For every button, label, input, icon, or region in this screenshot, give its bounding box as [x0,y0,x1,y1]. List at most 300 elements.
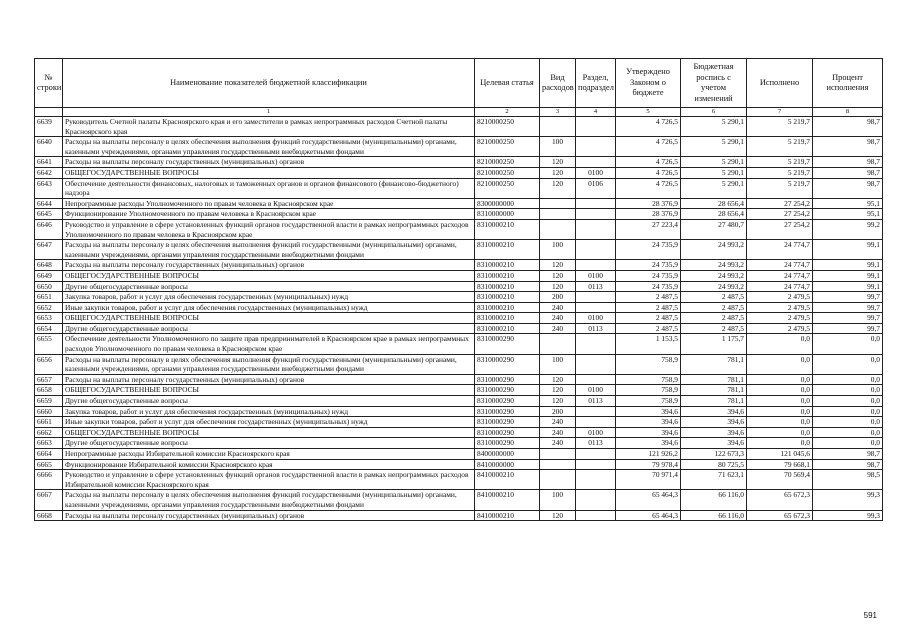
cell-name: Расходы на выплаты персоналу в целях обеспечения выполнения функций государственными (муниципальными) органами, казенными учреждениями, органами управления государственными внебюджетными фондами [63,137,475,157]
cell-executed: 5 219,7 [747,178,813,198]
cell-expense-type: 240 [540,417,576,428]
cell-expense-type: 100 [540,240,576,260]
cell-executed: 0,0 [747,374,813,385]
cell-expense-type [540,198,576,209]
cell-name: Обеспечение деятельности финансовых, налоговых и таможенных органов и органов финансового (финансово-бюджетного) надзора [63,178,475,198]
cell-row-number: 6642 [35,167,63,178]
cell-target-article: 8410000210 [475,510,540,521]
col-header-budget-schedule: Бюджетная роспись с учетом изменений [681,59,747,108]
cell-budget-schedule: 71 623,1 [681,470,747,490]
cell-name: Непрограммные расходы Уполномоченного по правам человека в Красноярском крае [63,198,475,209]
cell-executed: 24 774,7 [747,260,813,271]
cell-section: 0106 [576,178,616,198]
col-number: 1 [63,108,475,117]
cell-approved: 394,6 [616,438,681,449]
cell-budget-schedule: 80 725,5 [681,459,747,470]
cell-percent: 0,0 [813,385,883,396]
cell-percent: 0,0 [813,406,883,417]
cell-section [576,260,616,271]
cell-row-number: 6651 [35,292,63,303]
cell-percent: 0,0 [813,354,883,374]
cell-row-number: 6646 [35,219,63,239]
table-row [35,302,883,313]
cell-target-article: 8310000290 [475,334,540,354]
col-number: 7 [747,108,813,117]
col-header-percent: Процент исполнения [813,59,883,108]
cell-executed: 0,0 [747,417,813,428]
cell-budget-schedule: 24 993,2 [681,260,747,271]
cell-expense-type: 240 [540,302,576,313]
cell-percent: 98,7 [813,117,883,137]
cell-section [576,417,616,428]
cell-row-number: 6656 [35,354,63,374]
cell-target-article: 8210000250 [475,137,540,157]
cell-approved: 2 487,5 [616,323,681,334]
cell-budget-schedule: 2 487,5 [681,323,747,334]
cell-expense-type: 120 [540,396,576,407]
cell-target-article: 8310000290 [475,385,540,396]
cell-name: Руководство и управление в сфере установленных функций органов государственной власти в рамках непрограммных расходов Избирательной комиссии Красноярского края [63,470,475,490]
cell-budget-schedule: 122 673,3 [681,449,747,460]
cell-target-article: 8310000290 [475,406,540,417]
table-row [35,406,883,417]
table-row [35,396,883,407]
cell-target-article: 8400000000 [475,449,540,460]
cell-percent: 99,7 [813,302,883,313]
cell-executed: 65 672,3 [747,490,813,510]
table-row [35,449,883,460]
cell-expense-type: 240 [540,438,576,449]
cell-name: Расходы на выплаты персоналу государственных (муниципальных) органов [63,157,475,168]
table-row [35,219,883,239]
cell-percent: 99,3 [813,490,883,510]
cell-name: ОБЩЕГОСУДАРСТВЕННЫЕ ВОПРОСЫ [63,427,475,438]
cell-name: Непрограммные расходы Избирательной комиссии Красноярского края [63,449,475,460]
cell-executed: 24 774,7 [747,281,813,292]
cell-budget-schedule: 28 656,4 [681,198,747,209]
cell-name: Иные закупки товаров, работ и услуг для обеспечения государственных (муниципальных) нужд [63,417,475,428]
column-number-row [35,108,883,117]
cell-approved: 24 735,9 [616,260,681,271]
col-header-expense-type: Вид расходов [540,59,576,108]
cell-budget-schedule: 394,6 [681,427,747,438]
cell-section: 0113 [576,281,616,292]
cell-approved: 28 376,9 [616,198,681,209]
table-row [35,178,883,198]
cell-percent: 98,7 [813,167,883,178]
cell-expense-type: 100 [540,490,576,510]
cell-section: 0100 [576,270,616,281]
cell-expense-type [540,117,576,137]
col-number: 3 [540,108,576,117]
table-row [35,510,883,521]
cell-row-number: 6653 [35,313,63,324]
cell-target-article: 8310000210 [475,292,540,303]
cell-section [576,470,616,490]
table-row [35,313,883,324]
cell-approved: 758,9 [616,354,681,374]
cell-budget-schedule: 28 656,4 [681,209,747,220]
col-number [35,108,63,117]
cell-section [576,449,616,460]
cell-approved: 394,6 [616,406,681,417]
cell-expense-type: 240 [540,323,576,334]
cell-executed: 5 219,7 [747,137,813,157]
cell-approved: 4 726,5 [616,157,681,168]
cell-target-article: 8310000210 [475,240,540,260]
cell-percent: 98,7 [813,178,883,198]
cell-row-number: 6648 [35,260,63,271]
cell-name: Другие общегосударственные вопросы [63,323,475,334]
cell-expense-type: 120 [540,385,576,396]
cell-expense-type: 120 [540,260,576,271]
cell-expense-type: 120 [540,178,576,198]
cell-section [576,137,616,157]
cell-expense-type [540,449,576,460]
table-row [35,281,883,292]
cell-section: 0100 [576,427,616,438]
cell-percent: 0,0 [813,417,883,428]
cell-executed: 0,0 [747,427,813,438]
cell-target-article: 8310000210 [475,323,540,334]
table-row [35,260,883,271]
cell-budget-schedule: 2 487,5 [681,313,747,324]
cell-budget-schedule: 5 290,1 [681,178,747,198]
cell-executed: 24 774,7 [747,270,813,281]
cell-expense-type [540,209,576,220]
table-row [35,240,883,260]
cell-name: Расходы на выплаты персоналу государственных (муниципальных) органов [63,374,475,385]
cell-budget-schedule: 27 480,7 [681,219,747,239]
col-header-section: Раздел, подраздел [576,59,616,108]
cell-section [576,374,616,385]
cell-name: Закупка товаров, работ и услуг для обеспечения государственных (муниципальных) нужд [63,292,475,303]
cell-approved: 4 726,5 [616,137,681,157]
cell-name: Другие общегосударственные вопросы [63,281,475,292]
cell-section [576,209,616,220]
cell-name: Расходы на выплаты персоналу в целях обеспечения выполнения функций государственными (муниципальными) органами, казенными учреждениями, органами управления государственными внебюджетными фондами [63,240,475,260]
cell-expense-type: 100 [540,354,576,374]
cell-percent: 98,7 [813,137,883,157]
cell-executed: 65 672,3 [747,510,813,521]
table-row [35,374,883,385]
cell-expense-type [540,219,576,239]
cell-target-article: 8310000210 [475,281,540,292]
table-row [35,167,883,178]
cell-budget-schedule: 394,6 [681,406,747,417]
cell-section: 0100 [576,313,616,324]
col-header-executed: Исполнено [747,59,813,108]
cell-approved: 2 487,5 [616,302,681,313]
cell-target-article: 8410000210 [475,470,540,490]
cell-approved: 28 376,9 [616,209,681,220]
cell-section: 0113 [576,396,616,407]
cell-name: Другие общегосударственные вопросы [63,396,475,407]
cell-section: 0113 [576,323,616,334]
cell-percent: 98,7 [813,157,883,168]
cell-expense-type: 120 [540,510,576,521]
table-row [35,334,883,354]
cell-budget-schedule: 66 116,0 [681,510,747,521]
cell-section [576,302,616,313]
table-row [35,470,883,490]
cell-percent: 0,0 [813,334,883,354]
cell-name: Функционирование Избирательной комиссии Красноярского края [63,459,475,470]
cell-section [576,354,616,374]
cell-section [576,198,616,209]
cell-name: ОБЩЕГОСУДАРСТВЕННЫЕ ВОПРОСЫ [63,270,475,281]
cell-approved: 758,9 [616,374,681,385]
cell-budget-schedule: 5 290,1 [681,137,747,157]
cell-section: 0113 [576,438,616,449]
table-row [35,157,883,168]
cell-approved: 27 223,4 [616,219,681,239]
cell-target-article: 8210000250 [475,157,540,168]
cell-percent: 99,7 [813,292,883,303]
cell-section [576,490,616,510]
cell-row-number: 6664 [35,449,63,460]
budget-table [34,58,883,521]
cell-target-article: 8310000290 [475,374,540,385]
cell-section: 0100 [576,385,616,396]
cell-row-number: 6641 [35,157,63,168]
cell-row-number: 6652 [35,302,63,313]
cell-budget-schedule: 24 993,2 [681,240,747,260]
cell-approved: 4 726,5 [616,178,681,198]
cell-section [576,157,616,168]
cell-budget-schedule: 5 290,1 [681,157,747,168]
cell-expense-type: 200 [540,292,576,303]
cell-executed: 5 219,7 [747,167,813,178]
cell-percent: 99,7 [813,313,883,324]
cell-executed: 2 479,5 [747,292,813,303]
cell-expense-type [540,334,576,354]
cell-executed: 27 254,2 [747,219,813,239]
cell-target-article: 8310000210 [475,270,540,281]
cell-name: Руководство и управление в сфере установленных функций органов государственной власти в рамках непрограммных расходов Уполномоченного по правам человека в Красноярском крае [63,219,475,239]
cell-row-number: 6640 [35,137,63,157]
col-number: 4 [576,108,616,117]
col-number: 5 [616,108,681,117]
table-row [35,385,883,396]
cell-row-number: 6667 [35,490,63,510]
cell-approved: 65 464,3 [616,510,681,521]
cell-expense-type: 200 [540,406,576,417]
cell-approved: 65 464,3 [616,490,681,510]
cell-row-number: 6668 [35,510,63,521]
cell-executed: 0,0 [747,385,813,396]
cell-executed: 2 479,5 [747,302,813,313]
cell-budget-schedule: 2 487,5 [681,302,747,313]
table-row [35,427,883,438]
cell-row-number: 6639 [35,117,63,137]
cell-row-number: 6654 [35,323,63,334]
cell-row-number: 6663 [35,438,63,449]
cell-target-article: 8300000000 [475,198,540,209]
cell-target-article: 8310000210 [475,302,540,313]
table-row [35,137,883,157]
cell-name: Обеспечение деятельности Уполномоченного по защите прав предпринимателей в Красноярском крае в рамках непрограммных расходов Уполномоченного по правам человека в Красноярском крае [63,334,475,354]
cell-target-article: 8310000290 [475,417,540,428]
cell-approved: 2 487,5 [616,313,681,324]
cell-row-number: 6647 [35,240,63,260]
cell-target-article: 8410000210 [475,490,540,510]
cell-executed: 0,0 [747,396,813,407]
cell-percent: 99,2 [813,219,883,239]
cell-name: Другие общегосударственные вопросы [63,438,475,449]
cell-name: Расходы на выплаты персоналу государственных (муниципальных) органов [63,260,475,271]
cell-percent: 99,1 [813,281,883,292]
cell-executed: 70 569,4 [747,470,813,490]
cell-executed: 0,0 [747,354,813,374]
col-number: 8 [813,108,883,117]
cell-percent: 99,1 [813,260,883,271]
cell-target-article: 8210000250 [475,167,540,178]
cell-approved: 394,6 [616,417,681,428]
col-header-approved: Утверждено Законом о бюджете [616,59,681,108]
cell-section [576,219,616,239]
cell-percent: 99,1 [813,270,883,281]
cell-target-article: 8310000290 [475,427,540,438]
cell-executed: 5 219,7 [747,117,813,137]
cell-executed: 0,0 [747,334,813,354]
cell-target-article: 8210000250 [475,178,540,198]
cell-approved: 758,9 [616,396,681,407]
cell-percent: 95,1 [813,209,883,220]
cell-row-number: 6649 [35,270,63,281]
col-number: 2 [475,108,540,117]
cell-budget-schedule: 394,6 [681,438,747,449]
table-row [35,198,883,209]
cell-percent: 99,1 [813,240,883,260]
cell-budget-schedule: 5 290,1 [681,117,747,137]
cell-target-article: 8310000000 [475,209,540,220]
cell-name: Расходы на выплаты персоналу в целях обеспечения выполнения функций государственными (муниципальными) органами, казенными учреждениями, органами управления государственными внебюджетными фондами [63,354,475,374]
cell-budget-schedule: 24 993,2 [681,270,747,281]
cell-percent: 0,0 [813,438,883,449]
cell-approved: 70 971,4 [616,470,681,490]
cell-percent: 99,3 [813,510,883,521]
cell-budget-schedule: 781,1 [681,385,747,396]
cell-target-article: 8210000250 [475,117,540,137]
cell-name: ОБЩЕГОСУДАРСТВЕННЫЕ ВОПРОСЫ [63,385,475,396]
cell-row-number: 6657 [35,374,63,385]
cell-budget-schedule: 5 290,1 [681,167,747,178]
cell-approved: 1 153,5 [616,334,681,354]
cell-name: ОБЩЕГОСУДАРСТВЕННЫЕ ВОПРОСЫ [63,313,475,324]
cell-executed: 0,0 [747,406,813,417]
page-number: 591 [863,611,877,620]
cell-percent: 98,7 [813,459,883,470]
cell-budget-schedule: 24 993,2 [681,281,747,292]
cell-executed: 2 479,5 [747,313,813,324]
cell-percent: 0,0 [813,427,883,438]
cell-row-number: 6650 [35,281,63,292]
cell-row-number: 6659 [35,396,63,407]
cell-target-article: 8310000210 [475,313,540,324]
cell-expense-type: 120 [540,167,576,178]
cell-executed: 79 668,1 [747,459,813,470]
cell-target-article: 8310000210 [475,219,540,239]
cell-target-article: 8310000290 [475,354,540,374]
cell-row-number: 6665 [35,459,63,470]
cell-percent: 95,1 [813,198,883,209]
cell-budget-schedule: 66 116,0 [681,490,747,510]
cell-budget-schedule: 394,6 [681,417,747,428]
cell-name: Иные закупки товаров, работ и услуг для обеспечения государственных (муниципальных) нужд [63,302,475,313]
cell-executed: 24 774,7 [747,240,813,260]
cell-approved: 24 735,9 [616,240,681,260]
cell-name: Закупка товаров, работ и услуг для обеспечения государственных (муниципальных) нужд [63,406,475,417]
table-row [35,323,883,334]
cell-section: 0100 [576,167,616,178]
cell-row-number: 6645 [35,209,63,220]
cell-executed: 0,0 [747,438,813,449]
cell-approved: 4 726,5 [616,167,681,178]
cell-row-number: 6661 [35,417,63,428]
cell-expense-type [540,459,576,470]
cell-expense-type: 120 [540,270,576,281]
cell-percent: 0,0 [813,396,883,407]
cell-approved: 394,6 [616,427,681,438]
cell-budget-schedule: 781,1 [681,354,747,374]
cell-name: Расходы на выплаты персоналу государственных (муниципальных) органов [63,510,475,521]
table-row [35,117,883,137]
cell-budget-schedule: 2 487,5 [681,292,747,303]
cell-section [576,406,616,417]
cell-executed: 5 219,7 [747,157,813,168]
cell-name: Руководитель Счетной палаты Красноярского края и его заместители в рамках непрограммных расходов Счетной палаты Красноярского края [63,117,475,137]
cell-approved: 79 978,4 [616,459,681,470]
cell-expense-type: 240 [540,313,576,324]
cell-expense-type: 120 [540,157,576,168]
cell-section [576,292,616,303]
budget-report-sheet [34,58,883,521]
cell-approved: 4 726,5 [616,117,681,137]
cell-row-number: 6660 [35,406,63,417]
cell-target-article: 8310000210 [475,260,540,271]
cell-row-number: 6644 [35,198,63,209]
cell-target-article: 8310000290 [475,438,540,449]
cell-budget-schedule: 1 175,7 [681,334,747,354]
cell-section [576,117,616,137]
table-row [35,209,883,220]
table-row [35,292,883,303]
cell-row-number: 6655 [35,334,63,354]
cell-name: ОБЩЕГОСУДАРСТВЕННЫЕ ВОПРОСЫ [63,167,475,178]
cell-section [576,459,616,470]
cell-executed: 121 045,6 [747,449,813,460]
cell-section [576,334,616,354]
cell-budget-schedule: 781,1 [681,396,747,407]
table-body [35,117,883,521]
header-row [35,59,883,108]
cell-percent: 99,7 [813,323,883,334]
cell-expense-type: 120 [540,281,576,292]
table-row [35,417,883,428]
table-row [35,354,883,374]
cell-budget-schedule: 781,1 [681,374,747,385]
col-header-row-number: № строки [35,59,63,108]
cell-expense-type: 100 [540,137,576,157]
cell-approved: 24 735,9 [616,270,681,281]
cell-section [576,240,616,260]
col-number: 6 [681,108,747,117]
cell-section [576,510,616,521]
cell-name: Функционирование Уполномоченного по правам человека в Красноярском крае [63,209,475,220]
cell-row-number: 6658 [35,385,63,396]
cell-approved: 121 926,2 [616,449,681,460]
